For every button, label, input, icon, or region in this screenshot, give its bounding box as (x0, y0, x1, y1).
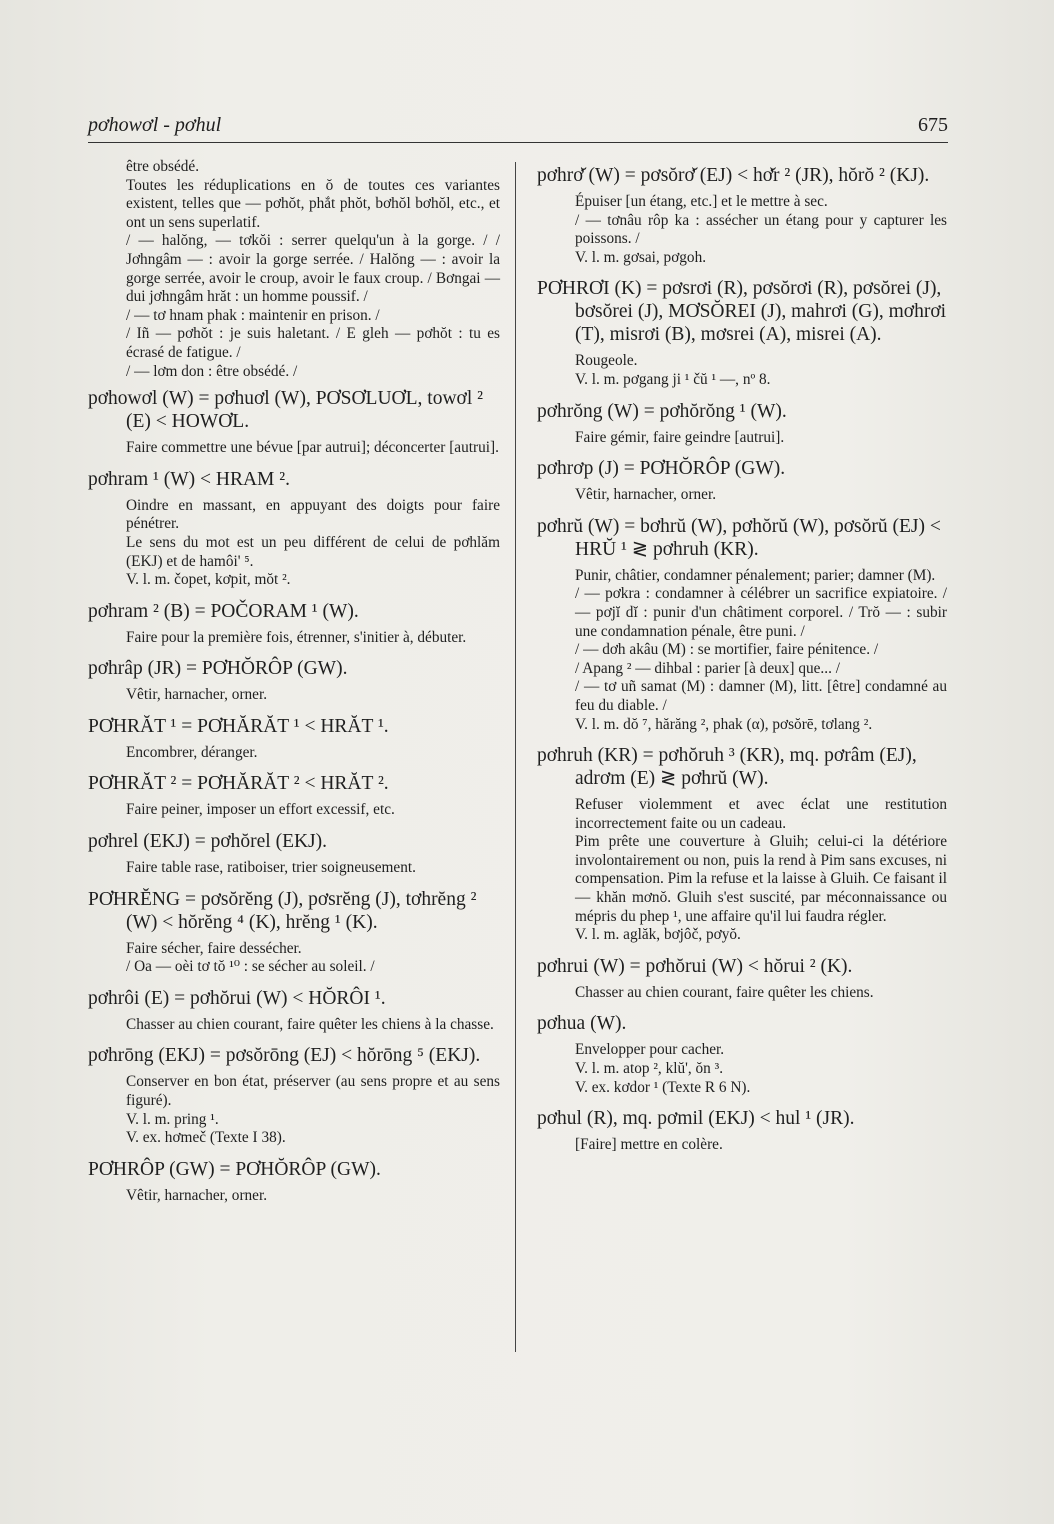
continuation-line: / — halŏng, — tơkŏi : serrer quelqu'un à la gorge. / / Jơhngâm — : avoir la gorge serrée. / Halŏng — : avoir la gorge serrée, avoir le croup, avoir le faux croup. / Bơngai — dui jơhngâm hrăt : un homme poussif. / (126, 232, 500, 306)
entry-headword: pơhrơp (J) = PƠHŎRÔP (GW). (537, 458, 786, 480)
definition-line: / — tơ uñ samat (M) : damner (M), litt. [être] condamné au feu du diable. / (575, 678, 947, 714)
entry-definition (537, 352, 947, 389)
dictionary-entry (537, 744, 947, 945)
entry-headword: PƠHRĂT ¹ = PƠHĂRĂT ¹ < HRĂT ¹. (88, 715, 389, 737)
entry-headword: PƠHRÔP (GW) = PƠHŎRÔP (GW). (88, 1158, 381, 1180)
continuation-line: / Iñ — pơhŏt : je suis haletant. / E gleh — pơhŏt : tu es écrasé de fatigue. / (126, 325, 500, 361)
definition-line: Oindre en massant, en appuyant des doigts pour faire pénétrer. (126, 496, 500, 533)
definition-line: Pim prête une couverture à Gluih; celui-ci la détériore involontairement ou non, puis la rend à Pim sans excuses, ni compensation. Pim la refuse et la laisse à Gluih. Ce faisant il — khăn mơnŏ. Gluih s'est suscité, par méconnaissance ou mépris du phep ¹, une affaire qu'il lui faudra régler. (575, 833, 947, 925)
entry-headword: pơhram ² (B) = POČORAM ¹ (W). (88, 600, 359, 622)
entry-definition (537, 193, 947, 267)
continuation-text (88, 158, 500, 381)
definition-line: Chasser au chien courant, faire quêter les chiens à la chasse. (126, 1015, 494, 1033)
definition-line: Faire sécher, faire dessécher. (126, 939, 302, 957)
dictionary-entry (88, 1158, 500, 1206)
entry-headword: pơhrel (EKJ) = pơhŏrel (EKJ). (88, 831, 328, 853)
right-column (537, 158, 947, 1165)
dictionary-entry (537, 164, 947, 267)
dictionary-entry (88, 715, 500, 763)
entry-headword: PƠHRƠI (K) = pơsrơi (R), pơsŏrơi (R), pơsŏrei (J), bơsŏrei (J), MƠSŎREI (J), mahrơi (G), mơhrơi (T), misrơi (B), mơsrei (A), misrei (A). (537, 278, 947, 346)
definition-line: Vêtir, harnacher, orner. (126, 1186, 268, 1204)
dictionary-entry (537, 400, 947, 448)
dictionary-entry (88, 468, 500, 590)
entry-headword: pơhrui (W) = pơhŏrui (W) < hŏrui ² (K). (537, 955, 853, 977)
definition-line: / — pơkra : condamner à célébrer un sacrifice expiatoire. / — pơjĭ dĭ : punir d'un châtiment corporel. / Trŏ — : subir une condamnation pénale, être puni. / (575, 585, 947, 640)
definition-line: Refuser violemment et avec éclat une restitution incorrectement faite ou un cadeau. (575, 796, 947, 832)
entry-definition (88, 439, 500, 458)
definition-line: Envelopper pour cacher. (575, 1041, 725, 1059)
dictionary-entry (88, 830, 500, 878)
definition-line: / — tơnâu rôp ka : assécher un étang pour y capturer les poissons. / (575, 211, 947, 248)
definition-line: [Faire] mettre en colère. (575, 1136, 723, 1154)
dictionary-entry (88, 987, 500, 1035)
definition-line: Encombrer, déranger. (126, 743, 258, 761)
entry-headword: pơhowơl (W) = pơhuơl (W), PƠSƠLUƠL, towơl ² (E) < HOWƠL. (88, 388, 483, 433)
entry-definition (537, 567, 947, 734)
dictionary-entry (88, 600, 500, 648)
definition-line: V. l. m. aglăk, bơjôč, pơyŏ. (575, 926, 741, 944)
dictionary-entry (88, 387, 500, 458)
entry-headword: pơhrơ̆ (W) = pơsŏrơ̆ (EJ) < hơ̆r ² (JR), hŏrŏ ² (KJ). (537, 165, 930, 186)
continuation-line: / — lơm don : être obsédé. / (126, 362, 298, 380)
definition-line: Chasser au chien courant, faire quêter les chiens. (575, 983, 874, 1001)
definition-line: Rougeole. (575, 352, 638, 370)
entry-headword: pơhram ¹ (W) < HRAM ². (88, 468, 290, 490)
definition-line: Le sens du mot est un peu différent de celui de pơhlăm (EKJ) et de hamôi' ⁵. (126, 533, 500, 570)
entry-definition (537, 486, 947, 505)
definition-line: V. l. m. dŏ ⁷, hărăng ², phak (α), pơsŏrē, tơlang ². (575, 715, 873, 733)
running-title: pơhowơl - pơhul (88, 114, 222, 136)
entry-definition (88, 1016, 500, 1035)
entry-definition (88, 859, 500, 878)
definition-line: V. l. m. atop ², klŭ', ŏn ³. (575, 1060, 724, 1078)
dictionary-entry (88, 772, 500, 820)
entry-headword: pơhrŏng (W) = pơhŏrŏng ¹ (W). (537, 400, 787, 422)
entry-definition (88, 940, 500, 977)
entry-headword: PƠHRĂT ² = PƠHĂRĂT ² < HRĂT ². (88, 773, 389, 795)
entry-definition (88, 801, 500, 820)
entry-definition (88, 686, 500, 705)
column-divider (515, 162, 516, 1352)
entry-headword: pơhua (W). (537, 1013, 627, 1035)
entry-definition (537, 796, 947, 945)
definition-line: Faire peiner, imposer un effort excessif, etc. (126, 801, 395, 819)
dictionary-entry (537, 1107, 947, 1155)
definition-line: V. ex. hơmeč (Texte I 38). (126, 1129, 286, 1147)
definition-line: Faire commettre une bévue [par autrui]; déconcerter [autrui]. (126, 439, 499, 457)
entry-headword: PƠHRĔNG = pơsŏrĕng (J), pơsrĕng (J), tơhrĕng ² (W) < hŏrĕng ⁴ (K), hrĕng ¹ (K). (88, 888, 477, 933)
entry-definition (537, 429, 947, 448)
definition-line: V. l. m. gơsai, pơgoh. (575, 248, 707, 266)
entry-headword: pơhrōng (EKJ) = pơsŏrōng (EJ) < hŏrōng ⁵ (EKJ). (88, 1045, 481, 1067)
dictionary-entry (88, 657, 500, 705)
definition-line: Faire gémir, faire geindre [autrui]. (575, 428, 785, 446)
definition-line: / — dơh akâu (M) : se mortifier, faire pénitence. / (575, 641, 879, 659)
dictionary-entry (537, 1012, 947, 1097)
definition-line: V. l. m. čopet, kơpit, mŏt ². (126, 571, 291, 589)
definition-line: Vêtir, harnacher, orner. (575, 486, 717, 504)
entry-headword: pơhruh (KR) = pơhŏruh ³ (KR), mq. pơrâm (EJ), adrơm (E) ≷ pơhrŭ (W). (537, 745, 917, 790)
continuation-line: / — tơ hnam phak : maintenir en prison. / (126, 306, 380, 324)
definition-line: / Apang ² — dihbal : parier [à deux] que... / (575, 659, 840, 677)
definition-line: Faire pour la première fois, étrenner, s'initier à, débuter. (126, 628, 467, 646)
definition-line: / Oa — oèi tơ tŏ ¹⁰ : se sécher au soleil. / (126, 958, 375, 976)
definition-line: V. l. m. pring ¹. (126, 1110, 219, 1128)
entry-headword: pơhrâp (JR) = PƠHŎRÔP (GW). (88, 658, 348, 680)
page-number: 675 (918, 114, 948, 136)
entry-definition (88, 744, 500, 763)
dictionary-entry (537, 457, 947, 505)
definition-line: Épuiser [un étang, etc.] et le mettre à sec. (575, 193, 828, 210)
definition-line: V. l. m. pơgang ji ¹ čŭ ¹ —, nº 8. (575, 370, 771, 388)
entry-definition (537, 1041, 947, 1097)
entry-definition (88, 629, 500, 648)
entry-definition (537, 1136, 947, 1155)
continuation-line: être obsédé. (126, 158, 200, 175)
definition-line: V. ex. kơdor ¹ (Texte R 6 N). (575, 1078, 751, 1096)
entry-definition (88, 1187, 500, 1206)
dictionary-entry (537, 955, 947, 1003)
entry-definition (537, 984, 947, 1003)
entry-headword: pơhrŭ (W) = bơhrŭ (W), pơhŏrŭ (W), pơsŏrŭ (EJ) < HRŬ ¹ ≷ pơhruh (KR). (537, 515, 941, 560)
dictionary-entry (537, 277, 947, 389)
page-header (88, 112, 948, 143)
dictionary-entry (88, 1044, 500, 1147)
entry-headword: pơhrôi (E) = pơhŏrui (W) < HŎRÔI ¹. (88, 987, 386, 1009)
entry-definition (88, 497, 500, 590)
entry-definition (88, 1073, 500, 1147)
definition-line: Conserver en bon état, préserver (au sens propre et au sens figuré). (126, 1073, 500, 1110)
definition-line: Punir, châtier, condamner pénalement; parier; damner (M). (575, 566, 936, 584)
definition-line: Vêtir, harnacher, orner. (126, 686, 268, 704)
entry-headword: pơhul (R), mq. pơmil (EKJ) < hul ¹ (JR). (537, 1108, 855, 1130)
dictionary-entry (88, 888, 500, 977)
dictionary-entry (537, 515, 947, 734)
continuation-line: Toutes les réduplications en ŏ de toutes ces variantes existent, telles que — pơhŏt, phắt phŏt, bơhŏl bơhŏl, etc., et ont un sens superlatif. (126, 176, 500, 231)
left-column (88, 158, 500, 1215)
definition-line: Faire table rase, ratiboiser, trier soigneusement. (126, 859, 416, 877)
